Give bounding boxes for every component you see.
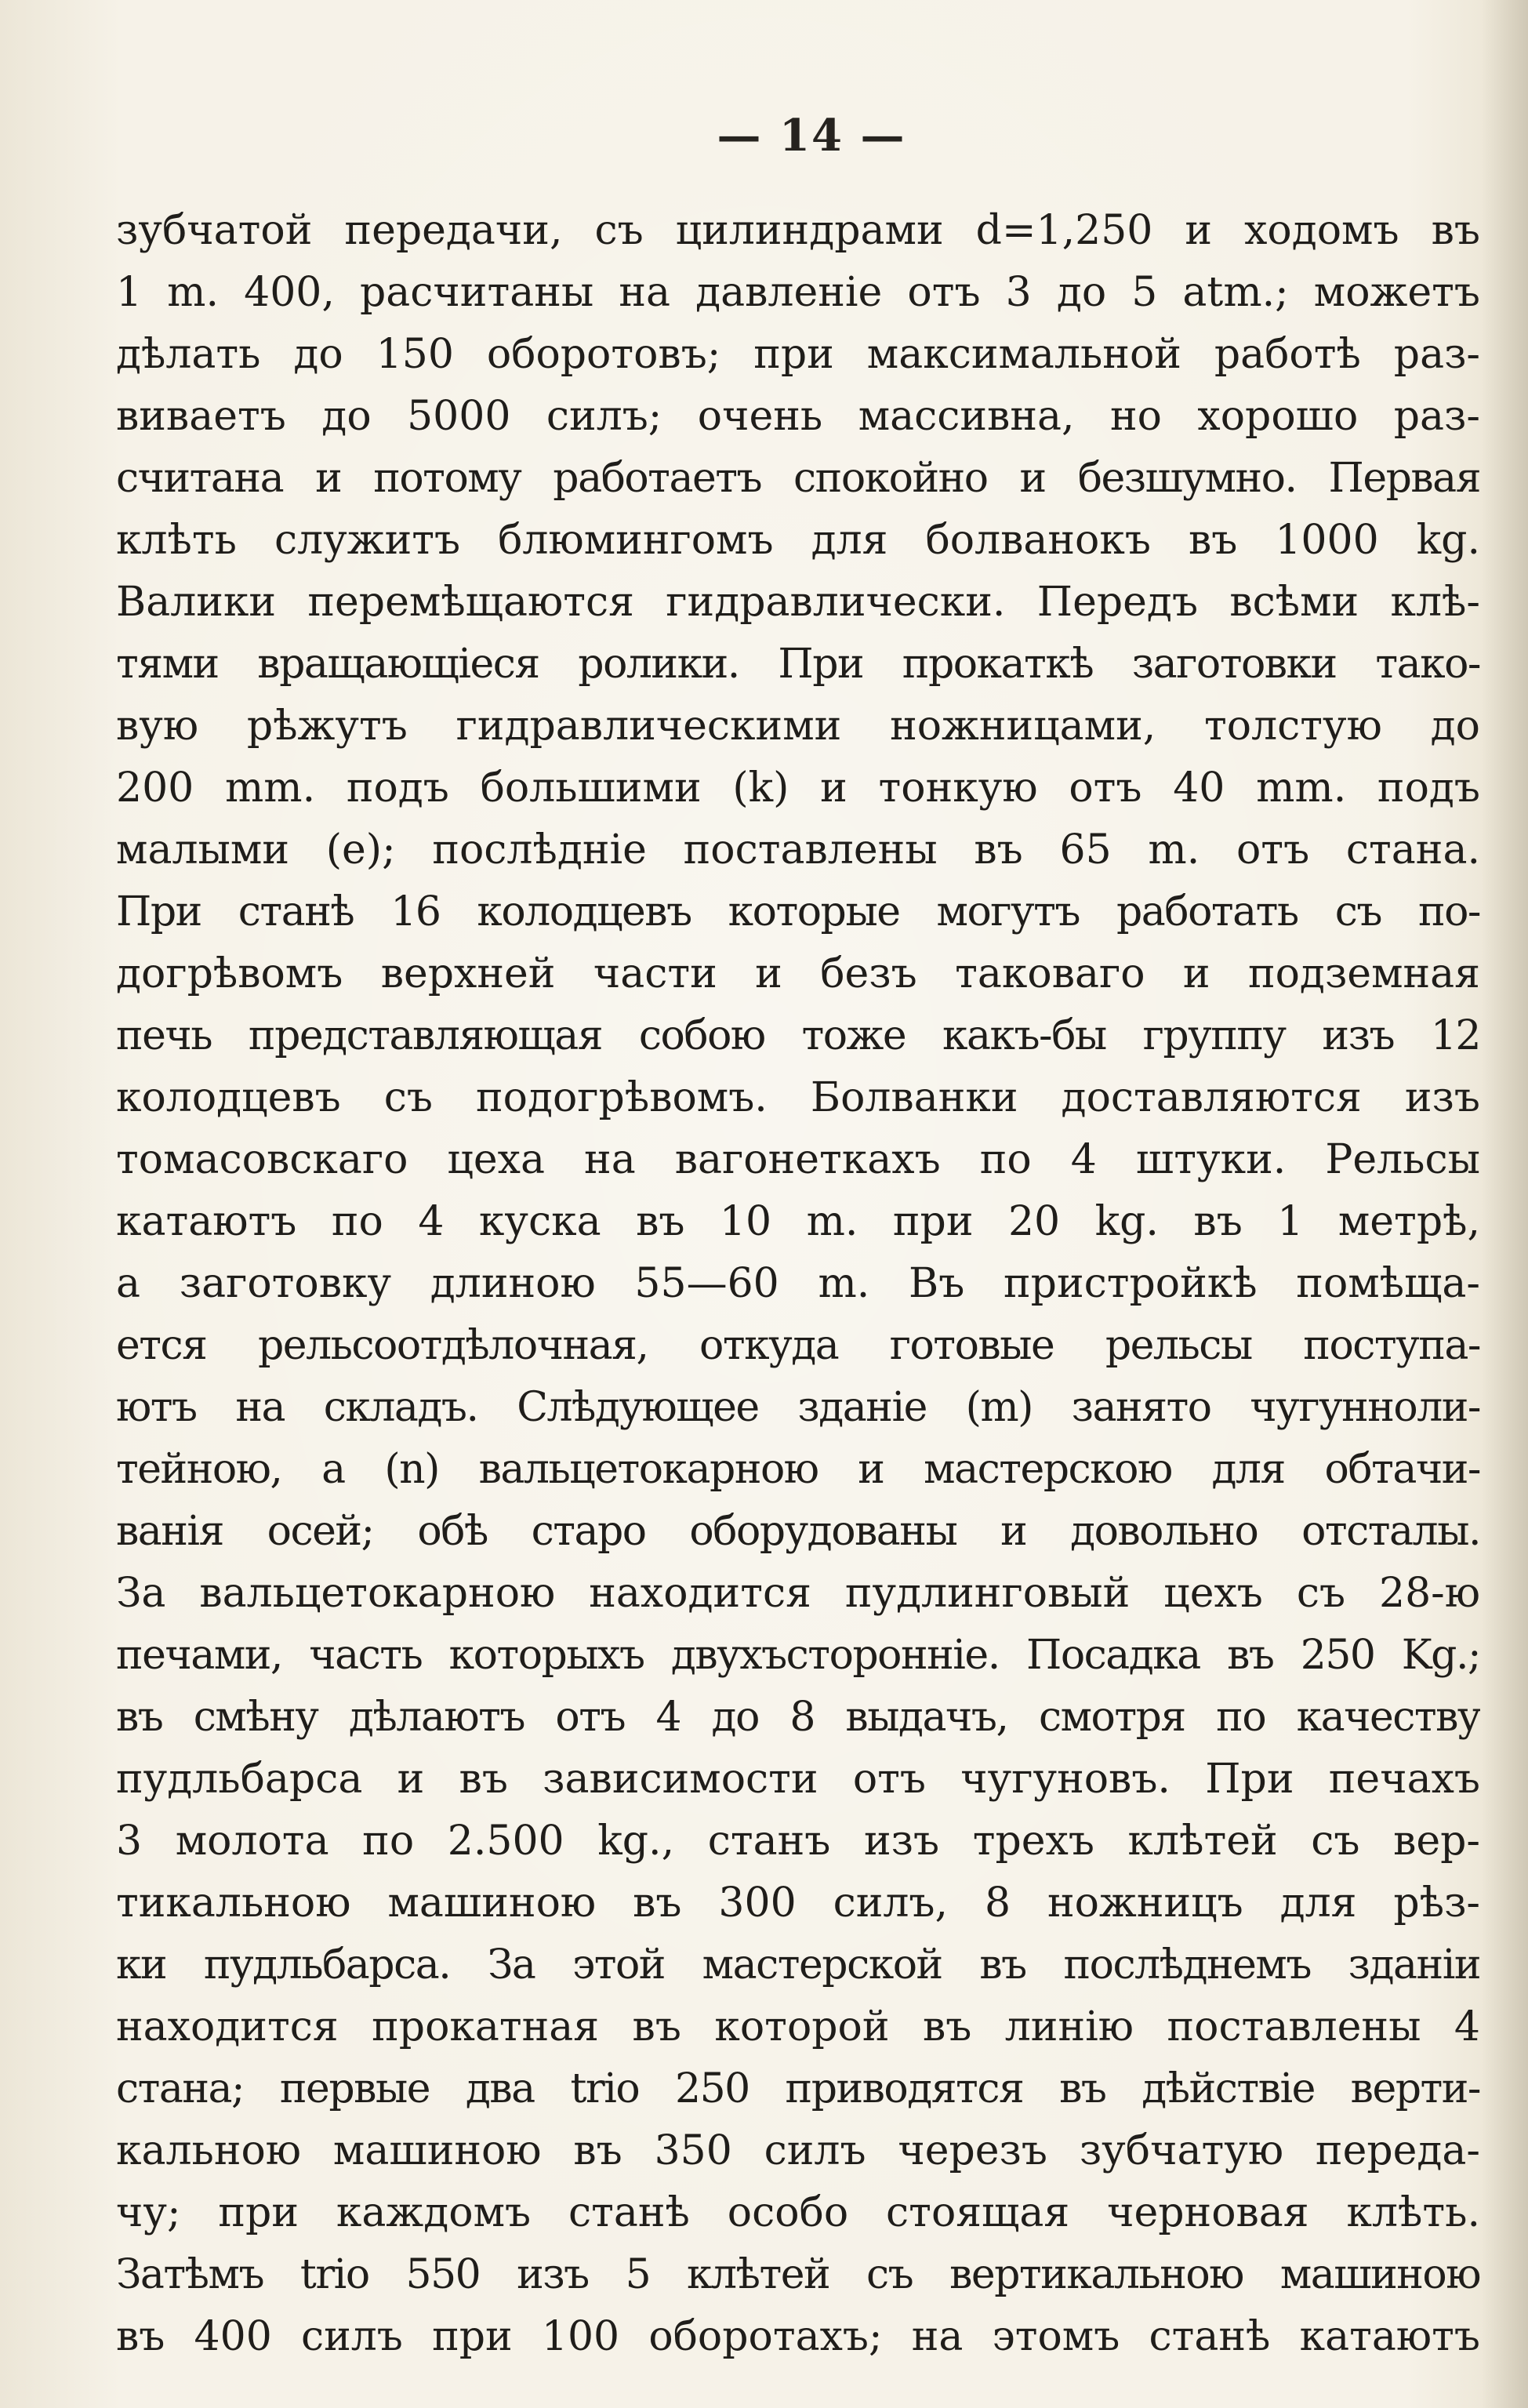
text-line: кальною машиною въ 350 силъ черезъ зубчатую переда-: [116, 2127, 1480, 2174]
text-line: тейною, а (n) вальцетокарною и мастерскою для обтачи-: [116, 1446, 1480, 1493]
text-line: катаютъ по 4 куска въ 10 m. при 20 kg. въ 1 метрѣ,: [116, 1198, 1480, 1245]
text-line: 200 mm. подъ большими (k) и тонкую отъ 40 mm. подъ: [116, 765, 1480, 812]
text-line: тями вращающіеся ролики. При прокаткѣ заготовки тако-: [116, 641, 1480, 688]
text-line: догрѣвомъ верхней части и безъ таковаго и подземная: [116, 950, 1480, 997]
text-line: пудльбарса и въ зависимости отъ чугуновъ. При печахъ: [116, 1756, 1480, 1803]
text-line: зубчатой передачи, съ цилиндрами d=1,250 и ходомъ въ: [116, 207, 1480, 254]
text-line: въ смѣну дѣлаютъ отъ 4 до 8 выдачъ, смотря по качеству: [116, 1694, 1480, 1741]
text-line: Валики перемѣщаются гидравлически. Передъ всѣми клѣ-: [116, 579, 1480, 626]
page-edge-shadow: [1481, 0, 1528, 2408]
text-line: малыми (e); послѣдніе поставлены въ 65 m. отъ стана.: [116, 826, 1480, 873]
text-line: ки пудльбарса. За этой мастерской въ послѣднемъ зданіи: [116, 1941, 1480, 1989]
text-line: считана и потому работаетъ спокойно и безшумно. Первая: [116, 455, 1480, 502]
text-line: вую рѣжутъ гидравлическими ножницами, толстую до: [116, 703, 1480, 750]
text-line: колодцевъ съ подогрѣвомъ. Болванки доставляются изъ: [116, 1074, 1480, 1121]
text-line: ется рельсоотдѣлочная, откуда готовые рельсы поступа-: [116, 1322, 1480, 1369]
text-line: 3 молота по 2.500 kg., станъ изъ трехъ клѣтей съ вер-: [116, 1818, 1480, 1865]
text-line: ютъ на складъ. Слѣдующее зданіе (m) занято чугуннoли-: [116, 1384, 1480, 1431]
text-line: чу; при каждомъ станѣ особо стоящая черновая клѣть.: [116, 2189, 1480, 2236]
text-line: а заготовку длиною 55—60 m. Въ пристройкѣ помѣща-: [116, 1260, 1480, 1307]
text-line: За вальцетокарною находится пудлинговый цехъ съ 28-ю: [116, 1570, 1480, 1617]
text-line: 1 m. 400, расчитаны на давленіе отъ 3 до 5 atm.; можетъ: [116, 269, 1480, 316]
body-text: [116, 200, 1480, 2368]
text-line: ванія осей; обѣ старо оборудованы и довольно отсталы.: [116, 1508, 1480, 1555]
text-line: клѣть служитъ блюмингомъ для болванокъ въ 1000 kg.: [116, 517, 1480, 564]
text-line: виваетъ до 5000 силъ; очень массивна, но хорошо раз-: [116, 393, 1480, 440]
text-line: въ 400 силъ при 100 оборотахъ; на этомъ станѣ катаютъ: [116, 2313, 1480, 2360]
text-line: находится прокатная въ которой въ линію поставлены 4: [116, 2003, 1480, 2050]
text-line: Затѣмъ trio 550 изъ 5 клѣтей съ вертикальною машиною: [116, 2251, 1480, 2298]
text-line: тикальною машиною въ 300 силъ, 8 ножницъ для рѣз-: [116, 1880, 1480, 1927]
text-line: При станѣ 16 колодцевъ которые могутъ работать съ по-: [116, 888, 1480, 935]
text-line: печами, часть которыхъ двухъсторонніе. Посадка въ 250 Kg.;: [116, 1632, 1480, 1679]
text-line: томасовскаго цеха на вагонеткахъ по 4 штуки. Рельсы: [116, 1136, 1480, 1183]
page-number: — 14 —: [717, 110, 906, 162]
text-line: дѣлать до 150 оборотовъ; при максимальной работѣ раз-: [116, 331, 1480, 378]
text-line: стана; первые два trio 250 приводятся въ дѣйствіе верти-: [116, 2065, 1480, 2112]
text-line: печь представляющая собою тоже какъ-бы группу изъ 12: [116, 1012, 1480, 1059]
